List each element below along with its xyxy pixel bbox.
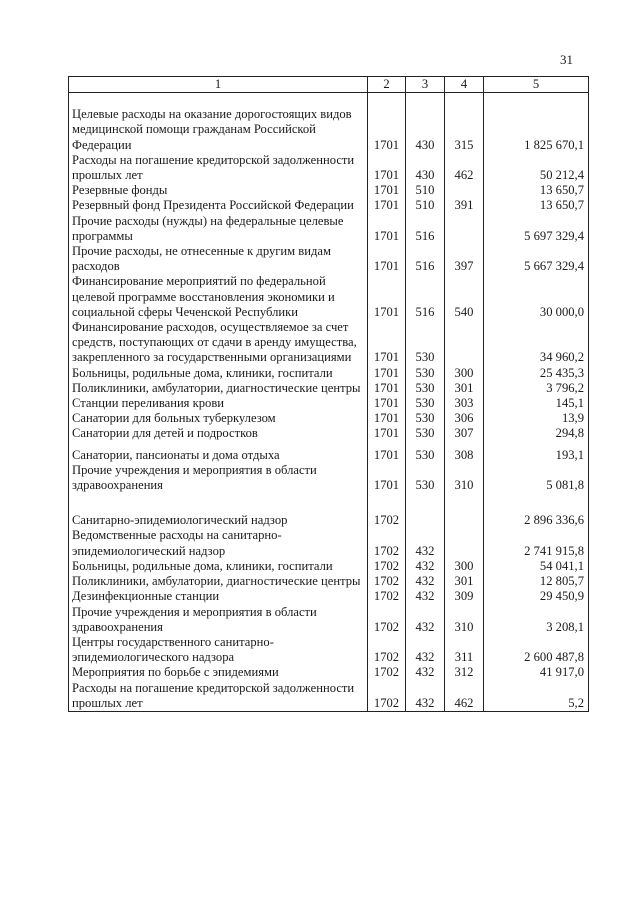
row-article: 516 (406, 274, 445, 320)
table-row (69, 153, 589, 183)
row-amount: 3 208,1 (484, 605, 589, 635)
row-name: Мероприятия по борьбе с эпидемиями (69, 665, 368, 680)
row-name: Резервные фонды (69, 183, 368, 198)
row-name: Финансирование мероприятий по федеральной целевой программе восстановления экономики и социальной сферы Чеченской Республики (69, 274, 368, 320)
row-expense-type: 300 (445, 366, 484, 381)
row-name: Больницы, родильные дома, клиники, госпитали (69, 559, 368, 574)
row-article: 530 (406, 426, 445, 441)
spacer-row (69, 93, 589, 108)
row-name: Санатории, пансионаты и дома отдыха (69, 448, 368, 463)
row-expense-type: 300 (445, 559, 484, 574)
row-section: 1701 (368, 183, 406, 198)
row-section: 1701 (368, 274, 406, 320)
row-article: 432 (406, 528, 445, 558)
row-expense-type: 310 (445, 605, 484, 635)
row-article: 510 (406, 183, 445, 198)
row-section: 1701 (368, 198, 406, 213)
row-expense-type: 311 (445, 635, 484, 665)
row-expense-type: 312 (445, 665, 484, 680)
row-article: 432 (406, 681, 445, 712)
row-section: 1701 (368, 426, 406, 441)
row-amount: 13 650,7 (484, 183, 589, 198)
page-number: 31 (560, 52, 573, 67)
row-article: 530 (406, 448, 445, 463)
row-expense-type: 397 (445, 244, 484, 274)
row-section: 1702 (368, 589, 406, 604)
row-amount: 25 435,3 (484, 366, 589, 381)
row-amount: 5 667 329,4 (484, 244, 589, 274)
row-amount: 54 041,1 (484, 559, 589, 574)
header-row (69, 77, 589, 93)
row-name: Поликлиники, амбулатории, диагностические центры (69, 574, 368, 589)
row-amount: 5 697 329,4 (484, 214, 589, 244)
row-expense-type (445, 183, 484, 198)
table-row (69, 574, 589, 589)
table-row (69, 665, 589, 680)
row-amount: 29 450,9 (484, 589, 589, 604)
row-article: 530 (406, 381, 445, 396)
row-name: Поликлиники, амбулатории, диагностические центры (69, 381, 368, 396)
row-name: Станции переливания крови (69, 396, 368, 411)
table-row (69, 366, 589, 381)
row-name: Ведомственные расходы на санитарно-эпидемиологический надзор (69, 528, 368, 558)
row-name: Расходы на погашение кредиторской задолженности прошлых лет (69, 153, 368, 183)
row-amount: 13 650,7 (484, 198, 589, 213)
row-name: Санитарно-эпидемиологический надзор (69, 513, 368, 528)
row-section: 1702 (368, 528, 406, 558)
row-article: 516 (406, 244, 445, 274)
row-amount: 294,8 (484, 426, 589, 441)
header-col-4: 4 (445, 77, 484, 93)
row-name: Прочие учреждения и мероприятия в области здравоохранения (69, 605, 368, 635)
row-expense-type: 306 (445, 411, 484, 426)
row-section: 1702 (368, 605, 406, 635)
row-expense-type: 310 (445, 463, 484, 493)
row-expense-type: 309 (445, 589, 484, 604)
header-col-1: 1 (69, 77, 368, 93)
row-name: Целевые расходы на оказание дорогостоящих видов медицинской помощи гражданам Российской Федерации (69, 107, 368, 153)
table-row (69, 274, 589, 320)
row-name: Прочие расходы (нужды) на федеральные целевые программы (69, 214, 368, 244)
row-section: 1702 (368, 513, 406, 528)
table-row (69, 635, 589, 665)
row-section: 1701 (368, 448, 406, 463)
row-amount: 50 212,4 (484, 153, 589, 183)
row-article: 432 (406, 665, 445, 680)
table-row (69, 183, 589, 198)
header-col-5: 5 (484, 77, 589, 93)
row-article: 530 (406, 320, 445, 366)
table-row (69, 589, 589, 604)
row-amount: 2 896 336,6 (484, 513, 589, 528)
row-name: Резервный фонд Президента Российской Федерации (69, 198, 368, 213)
header-col-2: 2 (368, 77, 406, 93)
row-section: 1702 (368, 559, 406, 574)
row-section: 1702 (368, 681, 406, 712)
row-amount: 2 741 915,8 (484, 528, 589, 558)
row-expense-type: 391 (445, 198, 484, 213)
table-row (69, 463, 589, 493)
table-row (69, 605, 589, 635)
table-row (69, 244, 589, 274)
row-section: 1701 (368, 381, 406, 396)
row-name: Расходы на погашение кредиторской задолженности прошлых лет (69, 681, 368, 712)
row-expense-type: 315 (445, 107, 484, 153)
row-article: 432 (406, 574, 445, 589)
row-article: 530 (406, 396, 445, 411)
row-article: 430 (406, 153, 445, 183)
row-article: 530 (406, 463, 445, 493)
row-article: 530 (406, 366, 445, 381)
row-section: 1701 (368, 411, 406, 426)
row-article: 432 (406, 635, 445, 665)
table-row (69, 198, 589, 213)
header-col-3: 3 (406, 77, 445, 93)
row-expense-type (445, 214, 484, 244)
table-row (69, 513, 589, 528)
row-amount: 30 000,0 (484, 274, 589, 320)
row-expense-type: 301 (445, 381, 484, 396)
table-row (69, 426, 589, 441)
row-name: Санатории для детей и подростков (69, 426, 368, 441)
row-name: Больницы, родильные дома, клиники, госпитали (69, 366, 368, 381)
row-name: Прочие учреждения и мероприятия в области здравоохранения (69, 463, 368, 493)
row-amount: 34 960,2 (484, 320, 589, 366)
row-section: 1701 (368, 153, 406, 183)
row-article: 510 (406, 198, 445, 213)
row-expense-type (445, 513, 484, 528)
table-row (69, 681, 589, 712)
row-expense-type: 308 (445, 448, 484, 463)
row-article: 432 (406, 605, 445, 635)
table-row (69, 381, 589, 396)
row-expense-type (445, 528, 484, 558)
row-amount: 1 825 670,1 (484, 107, 589, 153)
row-article: 430 (406, 107, 445, 153)
row-section: 1701 (368, 320, 406, 366)
row-expense-type: 303 (445, 396, 484, 411)
table-row (69, 214, 589, 244)
row-section: 1701 (368, 396, 406, 411)
row-amount: 193,1 (484, 448, 589, 463)
row-article: 432 (406, 589, 445, 604)
row-amount: 3 796,2 (484, 381, 589, 396)
row-expense-type: 540 (445, 274, 484, 320)
table-row (69, 559, 589, 574)
row-amount: 145,1 (484, 396, 589, 411)
table-row (69, 107, 589, 153)
row-amount: 5 081,8 (484, 463, 589, 493)
row-amount: 5,2 (484, 681, 589, 712)
row-amount: 41 917,0 (484, 665, 589, 680)
budget-table (68, 76, 589, 712)
gap-row (69, 493, 589, 513)
row-section: 1701 (368, 107, 406, 153)
row-section: 1701 (368, 214, 406, 244)
row-expense-type: 307 (445, 426, 484, 441)
row-section: 1701 (368, 463, 406, 493)
row-expense-type: 462 (445, 153, 484, 183)
row-name: Дезинфекционные станции (69, 589, 368, 604)
row-name: Прочие расходы, не отнесенные к другим видам расходов (69, 244, 368, 274)
row-name: Санатории для больных туберкулезом (69, 411, 368, 426)
row-amount: 2 600 487,8 (484, 635, 589, 665)
row-article: 432 (406, 559, 445, 574)
row-section: 1702 (368, 665, 406, 680)
row-section: 1702 (368, 574, 406, 589)
table-row (69, 396, 589, 411)
row-section: 1701 (368, 366, 406, 381)
table-row (69, 448, 589, 463)
row-expense-type: 462 (445, 681, 484, 712)
row-article: 516 (406, 214, 445, 244)
row-amount: 12 805,7 (484, 574, 589, 589)
table-row (69, 320, 589, 366)
row-expense-type (445, 320, 484, 366)
row-expense-type: 301 (445, 574, 484, 589)
row-name: Финансирование расходов, осуществляемое за счет средств, поступающих от сдачи в аренду имущества, закрепленного за государственными организациями (69, 320, 368, 366)
table-row (69, 411, 589, 426)
row-section: 1702 (368, 635, 406, 665)
row-name: Центры государственного санитарно-эпидемиологического надзора (69, 635, 368, 665)
row-article (406, 513, 445, 528)
row-article: 530 (406, 411, 445, 426)
table-row (69, 528, 589, 558)
row-amount: 13,9 (484, 411, 589, 426)
row-section: 1701 (368, 244, 406, 274)
budget-table-container (68, 76, 588, 712)
